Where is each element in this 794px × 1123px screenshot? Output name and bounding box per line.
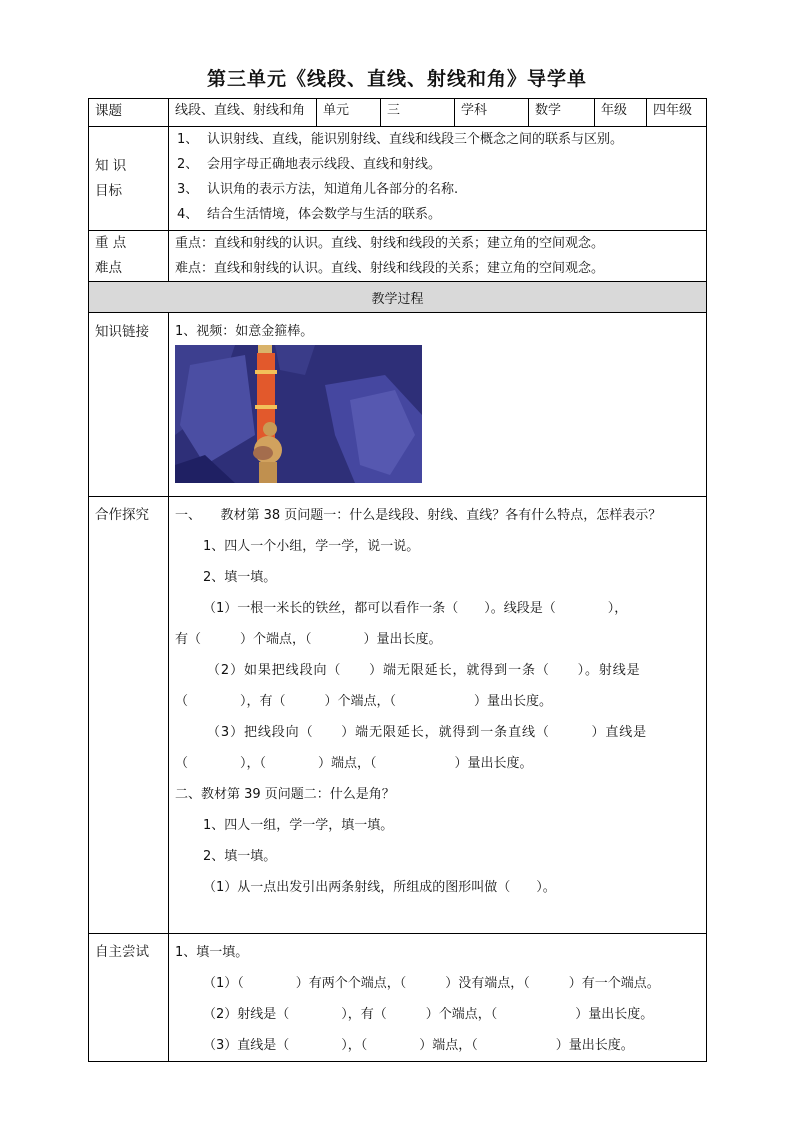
objective-item: 4、 结合生活情境，体会数学与生活的联系。 [177,207,442,222]
knowledge-link-row [89,313,707,497]
keypoints-label: 重 点 难点 [89,231,169,282]
objectives-label: 知 识 目标 [89,127,169,231]
objectives-row [89,127,707,231]
fill-blank-line: （3）把线段向（ ）端无限延长，就得到一条直线（ ）直线是 [207,725,648,740]
unit-label: 单元 [317,99,381,127]
page-title: 第三单元《线段、直线、射线和角》导学单 [206,68,587,90]
difficult-point-text: 难点：直线和射线的认识。直线、射线和线段的关系；建立角的空间观念。 [175,261,605,276]
keypoints-content [169,231,707,282]
cooperation-label: 合作探究 [89,497,169,934]
step-text: 2、填一填。 [203,570,277,585]
key-point-text: 重点：直线和射线的认识。直线、射线和线段的关系；建立角的空间观念。 [175,236,605,251]
fill-blank-line: 有（ ）个端点，（ ）量出长度。 [175,632,442,647]
objective-item: 2、 会用字母正确地表示线段、直线和射线。 [177,157,442,172]
grade-label: 年级 [595,99,647,127]
step-text: 1、四人一组，学一学，填一填。 [203,818,394,833]
video-thumbnail[interactable] [175,345,422,483]
keypoints-row [89,231,707,282]
grade-value: 四年级 [647,99,707,127]
question-1: 一、 教材第 38 页问题一：什么是线段、射线、直线？各有什么特点，怎样表示？ [175,508,662,523]
knowledge-link-label: 知识链接 [89,313,169,497]
step-text: 2、填一填。 [203,849,277,864]
worksheet-table [88,98,707,1062]
topic-value: 线段、直线、射线和角 [169,99,317,127]
fill-blank-line: （ ），（ ）端点，（ ）量出长度。 [175,756,533,771]
fill-blank-line: （1）（ ）有两个个端点，（ ）没有端点，（ ）有一个端点。 [203,976,660,991]
fill-blank-line: （3）直线是（ ），（ ）端点，（ ）量出长度。 [203,1038,634,1053]
process-header-row [89,282,707,313]
step-text: 1、填一填。 [175,945,249,960]
fill-blank-line: （2）射线是（ ），有（ ）个端点，（ ）量出长度。 [203,1007,654,1022]
objective-item: 3、 认识角的表示方法，知道角儿各部分的名称. [177,182,459,197]
fill-blank-line: （2）如果把线段向（ ）端无限延长，就得到一条（ ）。射线是 [207,663,641,678]
process-header: 教学过程 [89,282,707,313]
fill-blank-line: （1）从一点出发引出两条射线，所组成的图形叫做（ ）。 [203,880,556,895]
objectives-list [169,127,707,231]
subject-label: 学科 [455,99,529,127]
fill-blank-line: （1）一根一米长的铁丝，都可以看作一条（ ）。线段是（ ）， [203,601,628,616]
self-try-row [89,934,707,1062]
objective-item: 1、 认识射线、直线，能识别射线、直线和线段三个概念之间的联系与区别。 [177,132,624,147]
question-2: 二、教材第 39 页问题二：什么是角？ [175,787,395,802]
topic-label: 课题 [89,99,169,127]
subject-value: 数学 [529,99,595,127]
unit-value: 三 [381,99,455,127]
self-try-label: 自主尝试 [89,934,169,1062]
knowledge-link-content [169,313,707,497]
fill-blank-line: （ ），有（ ）个端点，（ ）量出长度。 [175,694,553,709]
cooperation-content [169,497,707,934]
cooperation-row [89,497,707,934]
step-text: 1、四人一个小组，学一学，说一说。 [203,539,420,554]
self-try-content [169,934,707,1062]
header-row [89,99,707,127]
video-caption: 1、视频：如意金箍棒。 [175,324,314,339]
